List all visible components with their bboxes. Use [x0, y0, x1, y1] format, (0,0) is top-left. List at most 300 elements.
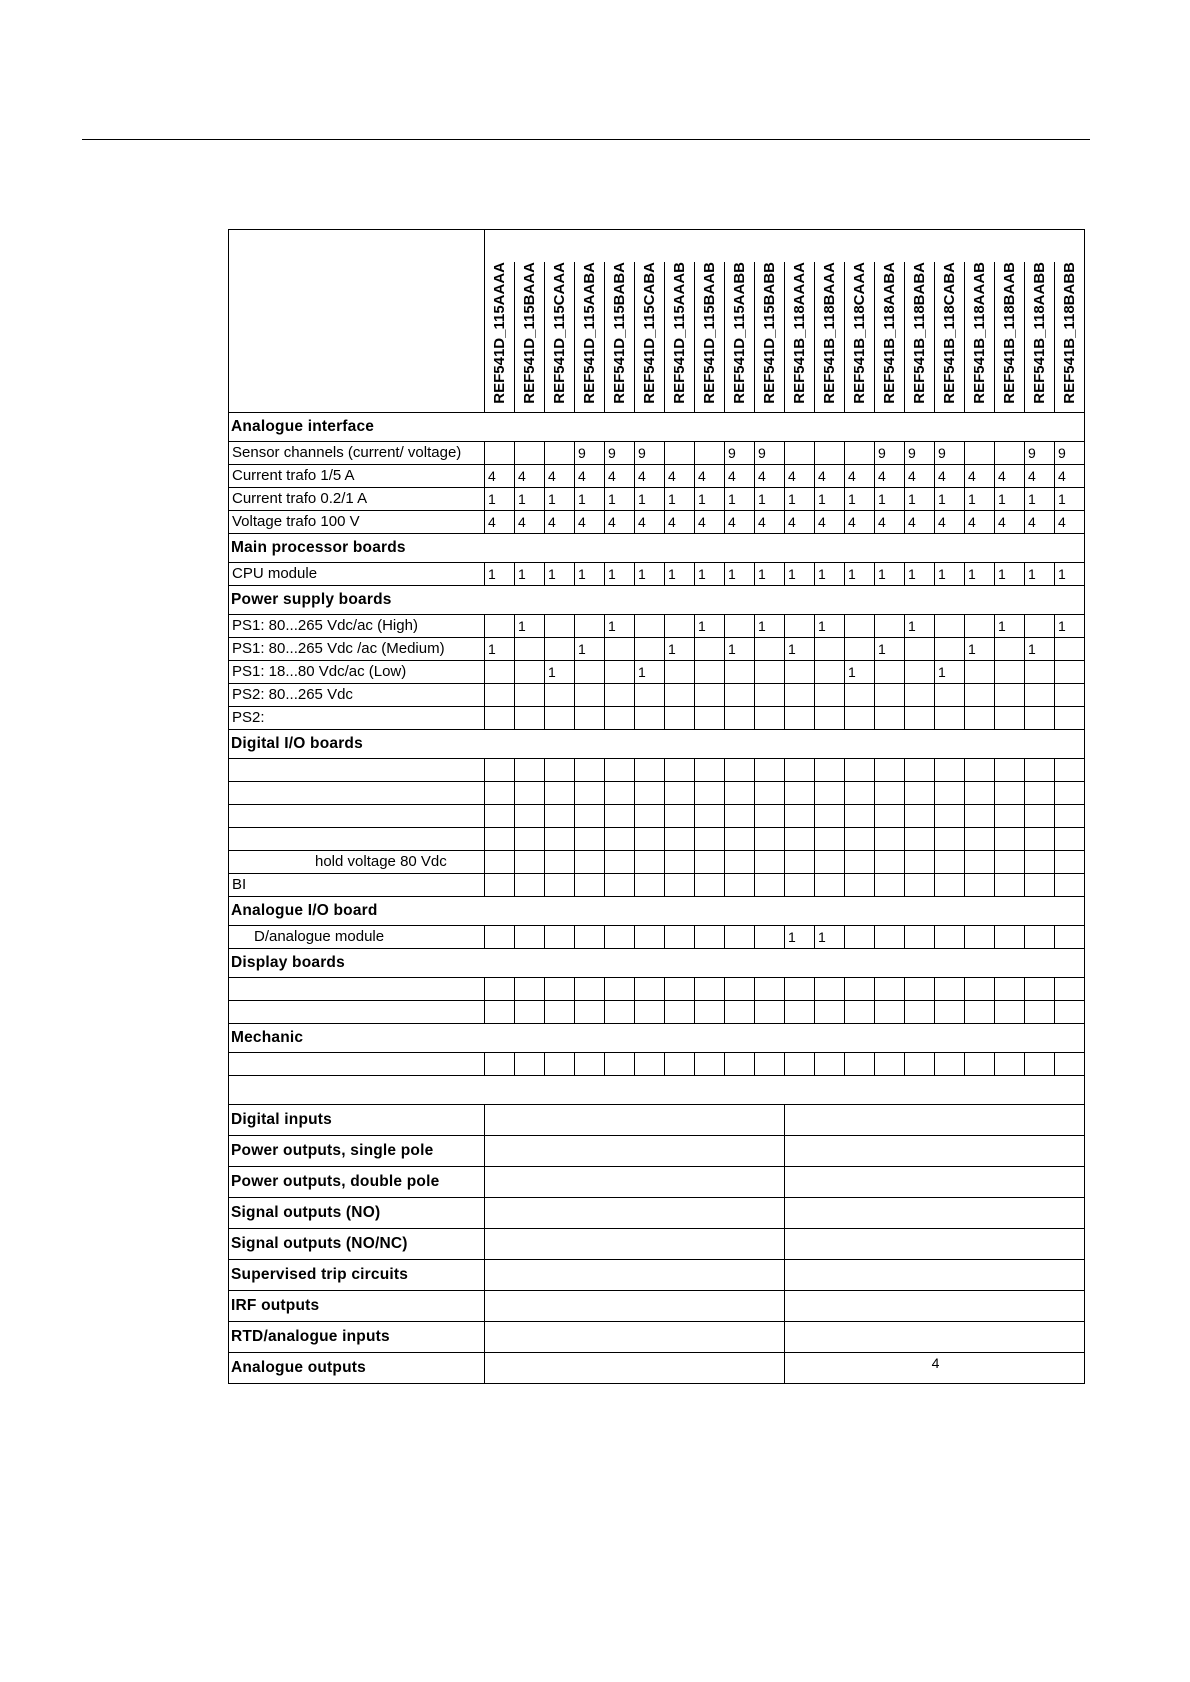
table-cell — [845, 442, 875, 465]
summary-row — [229, 1322, 1085, 1353]
table-cell — [575, 1053, 605, 1076]
column-header — [515, 262, 545, 413]
table-cell — [635, 926, 665, 949]
table-cell — [635, 874, 665, 897]
summary-right-value — [785, 1198, 1085, 1229]
table-cell — [935, 782, 965, 805]
table-cell — [1055, 638, 1085, 661]
table-cell: 1 — [545, 488, 575, 511]
table-cell — [605, 1053, 635, 1076]
header-label-cell — [229, 230, 485, 413]
table-cell — [725, 805, 755, 828]
summary-label: Digital inputs — [229, 1105, 485, 1136]
section-title: Analogue interface — [229, 413, 1085, 442]
column-header-label: REF541B_118BAAB — [1000, 262, 1018, 404]
table-cell — [965, 828, 995, 851]
table-cell — [1055, 759, 1085, 782]
table-cell — [755, 926, 785, 949]
table-cell — [935, 828, 965, 851]
table-cell: 4 — [965, 511, 995, 534]
table-cell — [935, 851, 965, 874]
column-header-label: REF541B_118BAAA — [820, 262, 838, 404]
table-cell — [605, 638, 635, 661]
table-cell — [635, 684, 665, 707]
table-cell — [515, 874, 545, 897]
table-cell: 1 — [1025, 488, 1055, 511]
table-cell — [695, 782, 725, 805]
table-cell — [755, 851, 785, 874]
table-cell — [845, 978, 875, 1001]
table-cell — [965, 805, 995, 828]
section-title: Digital I/O boards — [229, 730, 1085, 759]
table-cell: 1 — [515, 615, 545, 638]
column-header-label: REF541D_115BABA — [610, 262, 628, 404]
table-cell — [635, 1001, 665, 1024]
table-cell — [995, 805, 1025, 828]
row-label — [229, 759, 485, 782]
table-row — [229, 874, 1085, 897]
column-header — [785, 262, 815, 413]
table-cell — [875, 615, 905, 638]
summary-row — [229, 1167, 1085, 1198]
table-cell — [695, 851, 725, 874]
summary-row — [229, 1105, 1085, 1136]
table-cell — [575, 615, 605, 638]
summary-left-value — [485, 1353, 785, 1384]
table-row — [229, 978, 1085, 1001]
column-header — [695, 262, 725, 413]
table-cell — [905, 828, 935, 851]
table-cell — [995, 978, 1025, 1001]
table-cell — [545, 851, 575, 874]
table-cell — [965, 851, 995, 874]
row-label: BI — [229, 874, 485, 897]
table-cell — [575, 805, 605, 828]
table-cell — [965, 978, 995, 1001]
table-cell — [545, 828, 575, 851]
table-cell — [725, 615, 755, 638]
table-cell — [875, 782, 905, 805]
table-cell — [995, 926, 1025, 949]
table-cell — [785, 661, 815, 684]
section-title: Main processor boards — [229, 534, 1085, 563]
table-cell — [995, 828, 1025, 851]
header-top-row — [229, 230, 1085, 263]
row-label — [229, 1001, 485, 1024]
column-header — [725, 262, 755, 413]
table-cell — [725, 661, 755, 684]
table-cell — [575, 828, 605, 851]
table-cell: 1 — [485, 638, 515, 661]
table-cell — [845, 759, 875, 782]
table-cell: 4 — [605, 465, 635, 488]
column-header-label: REF541B_118AABB — [1030, 262, 1048, 404]
table-row — [229, 563, 1085, 586]
table-cell — [1025, 661, 1055, 684]
table-cell — [785, 1053, 815, 1076]
summary-label: Analogue outputs — [229, 1353, 485, 1384]
table-cell — [1055, 782, 1085, 805]
table-cell — [695, 805, 725, 828]
column-header — [635, 262, 665, 413]
table-cell: 4 — [545, 465, 575, 488]
table-cell — [1025, 926, 1055, 949]
table-cell — [935, 707, 965, 730]
column-header — [1025, 262, 1055, 413]
table-cell: 1 — [545, 563, 575, 586]
section-row — [229, 949, 1085, 978]
table-cell: 4 — [1055, 511, 1085, 534]
table-cell — [665, 442, 695, 465]
table-row — [229, 851, 1085, 874]
table-cell — [1025, 759, 1055, 782]
table-cell: 1 — [605, 563, 635, 586]
table-cell: 4 — [1025, 511, 1055, 534]
table-cell — [905, 926, 935, 949]
table-cell — [845, 851, 875, 874]
table-cell — [665, 874, 695, 897]
table-cell: 1 — [965, 563, 995, 586]
table-cell — [725, 782, 755, 805]
table-cell — [1025, 684, 1055, 707]
summary-right-value — [785, 1322, 1085, 1353]
table-cell — [1055, 805, 1085, 828]
summary-right-value — [785, 1136, 1085, 1167]
row-label: Voltage trafo 100 V — [229, 511, 485, 534]
table-cell — [875, 684, 905, 707]
table-cell: 4 — [905, 511, 935, 534]
table-cell — [965, 661, 995, 684]
table-cell: 4 — [755, 511, 785, 534]
table-cell: 9 — [905, 442, 935, 465]
row-label: hold voltage 80 Vdc — [229, 851, 485, 874]
table-cell — [545, 442, 575, 465]
table-cell — [875, 828, 905, 851]
table-cell — [935, 638, 965, 661]
table-cell — [695, 1053, 725, 1076]
row-label: PS2: — [229, 707, 485, 730]
table-cell — [905, 851, 935, 874]
table-cell — [875, 1001, 905, 1024]
table-cell — [545, 615, 575, 638]
table-cell — [635, 782, 665, 805]
table-cell — [935, 759, 965, 782]
table-cell — [905, 805, 935, 828]
table-cell — [605, 828, 635, 851]
table-cell: 4 — [815, 465, 845, 488]
table-cell — [755, 874, 785, 897]
table-cell — [695, 978, 725, 1001]
summary-row — [229, 1291, 1085, 1322]
table-cell — [665, 1053, 695, 1076]
table-cell — [905, 782, 935, 805]
table-cell — [965, 1053, 995, 1076]
table-cell — [845, 828, 875, 851]
row-label: PS2: 80...265 Vdc — [229, 684, 485, 707]
table-cell — [755, 684, 785, 707]
table-cell — [725, 1001, 755, 1024]
table-cell — [845, 874, 875, 897]
table-cell — [965, 782, 995, 805]
row-label: PS1: 80...265 Vdc /ac (Medium) — [229, 638, 485, 661]
table-cell — [515, 851, 545, 874]
table-cell — [695, 926, 725, 949]
row-label — [229, 978, 485, 1001]
summary-left-value — [485, 1229, 785, 1260]
table-cell: 4 — [665, 465, 695, 488]
table-cell — [1055, 1001, 1085, 1024]
table-cell — [1055, 978, 1085, 1001]
table-cell — [755, 1053, 785, 1076]
table-cell — [515, 805, 545, 828]
table-cell: 4 — [815, 511, 845, 534]
table-cell — [1025, 874, 1055, 897]
table-cell: 4 — [725, 465, 755, 488]
table-cell: 4 — [875, 465, 905, 488]
table-cell — [965, 759, 995, 782]
table-cell — [605, 978, 635, 1001]
table-row — [229, 638, 1085, 661]
table-cell — [485, 759, 515, 782]
table-cell — [545, 1053, 575, 1076]
table-cell — [725, 684, 755, 707]
table-cell — [845, 1001, 875, 1024]
table-cell: 9 — [935, 442, 965, 465]
table-cell — [665, 759, 695, 782]
table-cell — [755, 1001, 785, 1024]
table-cell — [725, 828, 755, 851]
table-cell — [995, 874, 1025, 897]
section-title: Mechanic — [229, 1024, 1085, 1053]
table-cell — [665, 851, 695, 874]
table-cell — [845, 684, 875, 707]
table-cell: 4 — [785, 511, 815, 534]
table-row — [229, 511, 1085, 534]
table-cell — [845, 707, 875, 730]
table-cell — [485, 926, 515, 949]
table-cell — [875, 759, 905, 782]
table-cell: 1 — [635, 563, 665, 586]
table-cell — [575, 782, 605, 805]
table-cell — [905, 978, 935, 1001]
summary-left-value — [485, 1105, 785, 1136]
header-top-strip — [485, 230, 1085, 263]
table-cell — [815, 707, 845, 730]
table-cell — [755, 707, 785, 730]
summary-left-value — [485, 1167, 785, 1198]
table-cell — [665, 926, 695, 949]
table-cell — [995, 782, 1025, 805]
section-title: Power supply boards — [229, 586, 1085, 615]
table-cell — [545, 926, 575, 949]
table-cell — [905, 707, 935, 730]
table-cell — [785, 978, 815, 1001]
summary-label: IRF outputs — [229, 1291, 485, 1322]
table-cell — [965, 926, 995, 949]
table-cell — [755, 661, 785, 684]
table-row — [229, 707, 1085, 730]
table-cell — [635, 759, 665, 782]
table-cell — [605, 684, 635, 707]
table-cell — [815, 1053, 845, 1076]
summary-right-value — [785, 1260, 1085, 1291]
table-cell: 9 — [575, 442, 605, 465]
table-cell — [875, 661, 905, 684]
table-cell: 4 — [935, 465, 965, 488]
table-cell — [905, 874, 935, 897]
row-label: PS1: 18...80 Vdc/ac (Low) — [229, 661, 485, 684]
table-cell — [665, 684, 695, 707]
table-cell — [545, 978, 575, 1001]
table-cell — [1055, 707, 1085, 730]
table-cell — [695, 707, 725, 730]
table-cell — [575, 661, 605, 684]
table-cell — [785, 707, 815, 730]
table-row — [229, 805, 1085, 828]
summary-left-value — [485, 1136, 785, 1167]
table-cell — [1025, 851, 1055, 874]
configuration-table — [228, 229, 1085, 1384]
table-cell: 1 — [725, 563, 755, 586]
table-cell — [725, 759, 755, 782]
table-cell — [755, 638, 785, 661]
table-cell: 1 — [755, 615, 785, 638]
table-cell — [635, 615, 665, 638]
table-cell — [815, 684, 845, 707]
table-cell — [965, 707, 995, 730]
table-cell — [515, 926, 545, 949]
table-cell — [755, 978, 785, 1001]
table-cell — [695, 661, 725, 684]
summary-label: Signal outputs (NO/NC) — [229, 1229, 485, 1260]
table-cell — [695, 1001, 725, 1024]
table-cell: 1 — [635, 488, 665, 511]
top-rule — [82, 139, 1090, 140]
table-cell: 4 — [1025, 465, 1055, 488]
table-cell: 1 — [935, 661, 965, 684]
section-row — [229, 534, 1085, 563]
table-cell — [935, 926, 965, 949]
table-cell — [485, 782, 515, 805]
table-cell: 9 — [605, 442, 635, 465]
table-cell: 1 — [875, 638, 905, 661]
row-label: CPU module — [229, 563, 485, 586]
table-cell — [935, 978, 965, 1001]
table-cell — [785, 782, 815, 805]
table-row — [229, 759, 1085, 782]
table-cell — [935, 615, 965, 638]
table-cell — [545, 805, 575, 828]
table-cell — [905, 1053, 935, 1076]
table-cell: 1 — [515, 488, 545, 511]
table-cell — [1055, 1053, 1085, 1076]
row-label — [229, 828, 485, 851]
table-cell — [545, 684, 575, 707]
table-cell — [695, 828, 725, 851]
table-cell: 1 — [1055, 615, 1085, 638]
table-cell — [935, 1053, 965, 1076]
column-header — [605, 262, 635, 413]
table-cell — [815, 661, 845, 684]
table-cell — [575, 1001, 605, 1024]
table-cell: 4 — [785, 465, 815, 488]
table-cell — [995, 759, 1025, 782]
table-cell — [485, 442, 515, 465]
table-cell: 4 — [1055, 465, 1085, 488]
table-cell — [845, 1053, 875, 1076]
table-cell — [995, 851, 1025, 874]
table-cell — [725, 978, 755, 1001]
summary-row — [229, 1229, 1085, 1260]
column-header — [905, 262, 935, 413]
table-cell — [995, 1053, 1025, 1076]
table-cell — [995, 638, 1025, 661]
table-row — [229, 1053, 1085, 1076]
table-cell: 4 — [965, 465, 995, 488]
table-cell: 1 — [815, 488, 845, 511]
table-cell: 1 — [575, 563, 605, 586]
table-cell — [785, 615, 815, 638]
table-cell — [545, 759, 575, 782]
table-cell: 9 — [755, 442, 785, 465]
table-cell: 1 — [905, 488, 935, 511]
table-cell — [1055, 851, 1085, 874]
table-cell — [935, 874, 965, 897]
summary-left-value — [485, 1291, 785, 1322]
table-cell — [635, 828, 665, 851]
table-cell: 1 — [1025, 563, 1055, 586]
table-cell — [515, 759, 545, 782]
table-cell: 1 — [755, 488, 785, 511]
section-row — [229, 897, 1085, 926]
summary-right-value — [785, 1291, 1085, 1322]
table-cell — [575, 759, 605, 782]
table-cell — [665, 707, 695, 730]
table-cell — [965, 1001, 995, 1024]
table-cell — [785, 851, 815, 874]
table-cell: 1 — [605, 488, 635, 511]
row-label — [229, 782, 485, 805]
column-header-label: REF541B_118BABB — [1060, 262, 1078, 404]
table-cell: 4 — [485, 511, 515, 534]
table-cell — [545, 638, 575, 661]
table-cell — [935, 1001, 965, 1024]
table-cell — [695, 638, 725, 661]
table-cell — [635, 638, 665, 661]
table-cell — [815, 782, 845, 805]
table-cell: 1 — [575, 488, 605, 511]
table-cell — [665, 782, 695, 805]
table-cell — [515, 1001, 545, 1024]
table-cell: 4 — [515, 511, 545, 534]
table-cell — [485, 851, 515, 874]
table-cell: 1 — [545, 661, 575, 684]
table-row — [229, 684, 1085, 707]
table-cell — [665, 661, 695, 684]
table-cell — [635, 1053, 665, 1076]
table-cell: 1 — [875, 488, 905, 511]
summary-label: Power outputs, double pole — [229, 1167, 485, 1198]
column-header-label: REF541D_115BAAB — [700, 262, 718, 404]
table-cell — [905, 638, 935, 661]
table-cell — [815, 978, 845, 1001]
column-header-label: REF541B_118CAAA — [850, 262, 868, 404]
table-row — [229, 1001, 1085, 1024]
table-cell — [485, 978, 515, 1001]
summary-right-value: 4 — [785, 1353, 1085, 1384]
table-row — [229, 782, 1085, 805]
table-cell: 1 — [485, 488, 515, 511]
